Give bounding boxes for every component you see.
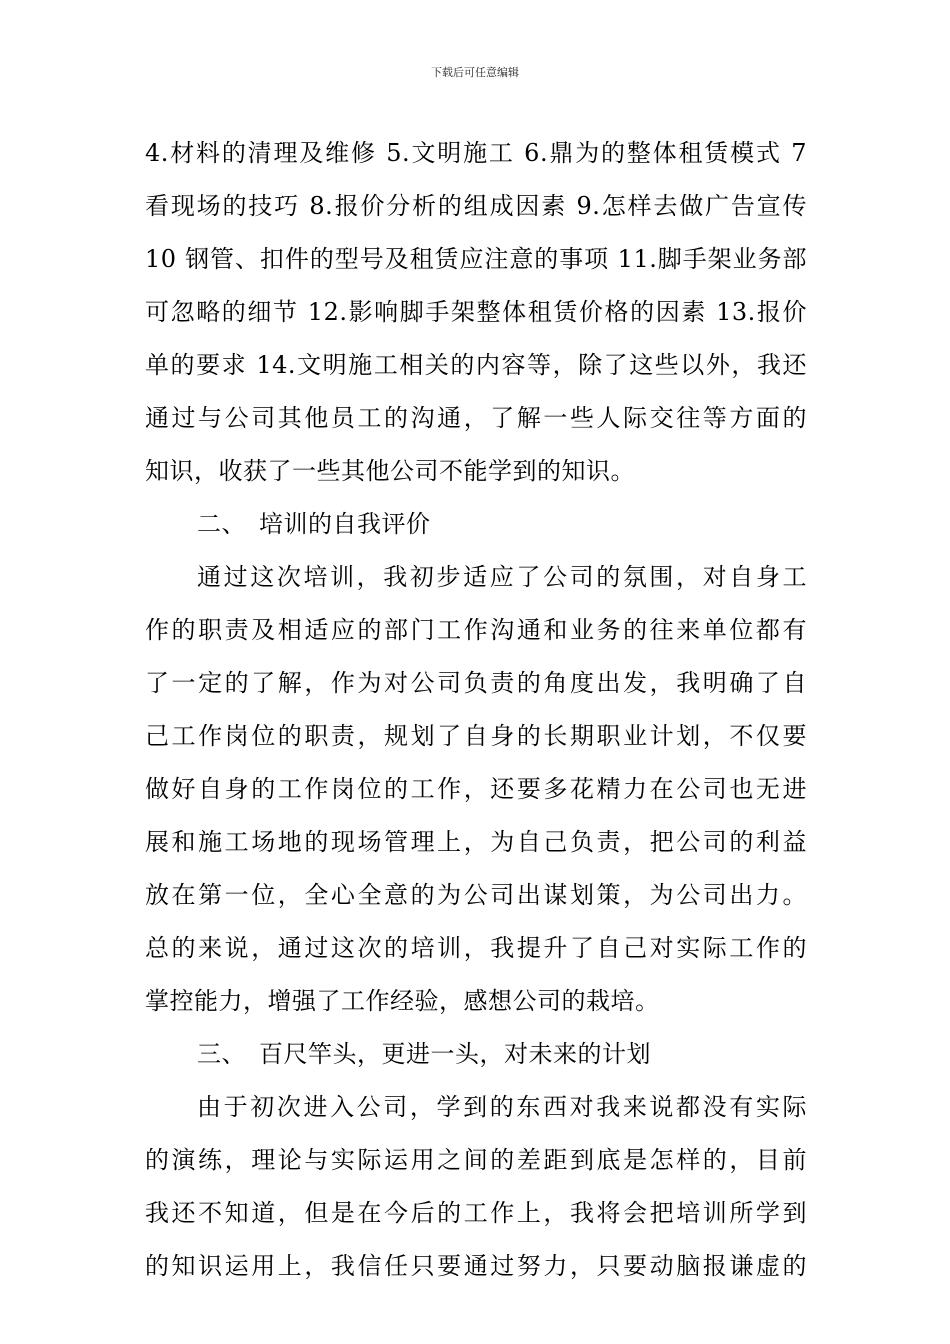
text-line: 放在第一位，全心全意的为公司出谋划策，为公司出力。 — [145, 881, 807, 909]
section-title: 百尺竿头，更进一头，对未来的计划 — [259, 1040, 651, 1068]
text-line: 总的来说，通过这次的培训，我提升了自己对实际工作的 — [145, 934, 807, 962]
text-line: 我还不知道，但是在今后的工作上，我将会把培训所学到 — [145, 1199, 807, 1227]
text-line: 知识，收获了一些其他公司不能学到的知识。 — [145, 457, 635, 485]
text-line: 由于初次进入公司，学到的东西对我来说都没有实际 — [197, 1093, 807, 1121]
section-heading-3 — [145, 1028, 807, 1081]
section-number: 三、 — [197, 1040, 246, 1068]
text-line: 做好自身的工作岗位的工作，还要多花精力在公司也无进 — [145, 775, 807, 803]
text-line: 展和施工场地的现场管理上，为自己负责，把公司的利益 — [145, 828, 807, 856]
text-line: 可忽略的细节 12.影响脚手架整体租赁价格的因素 13.报价 — [145, 298, 807, 326]
text-line: 的演练，理论与实际运用之间的差距到底是怎样的，目前 — [145, 1146, 807, 1174]
section-number: 二、 — [197, 510, 246, 538]
text-line: 通过与公司其他员工的沟通，了解一些人际交往等方面的 — [145, 404, 807, 432]
text-line: 的知识运用上，我信任只要通过努力，只要动脑报谦虚的 — [145, 1252, 807, 1280]
page-header: 下载后可任意编辑 — [431, 66, 519, 79]
text-line: 单的要求 14.文明施工相关的内容等，除了这些以外，我还 — [145, 351, 807, 379]
text-line: 4.材料的清理及维修 5.文明施工 6.鼎为的整体租赁模式 7 — [145, 139, 807, 167]
document-body — [145, 127, 807, 1293]
text-line: 己工作岗位的职责，规划了自身的长期职业计划，不仅要 — [145, 722, 807, 750]
section-heading-2 — [145, 498, 807, 551]
section-title: 培训的自我评价 — [259, 510, 431, 538]
text-line: 掌控能力，增强了工作经验，感想公司的栽培。 — [145, 987, 660, 1015]
text-line: 作的职责及相适应的部门工作沟通和业务的往来单位都有 — [145, 616, 807, 644]
text-line: 通过这次培训，我初步适应了公司的氛围，对自身工 — [197, 563, 807, 591]
text-line: 10 钢管、扣件的型号及租赁应注意的事项 11.脚手架业务部 — [145, 245, 807, 273]
text-line: 看现场的技巧 8.报价分析的组成因素 9.怎样去做广告宣传 — [145, 192, 807, 220]
text-line: 了一定的了解，作为对公司负责的角度出发，我明确了自 — [145, 669, 807, 697]
